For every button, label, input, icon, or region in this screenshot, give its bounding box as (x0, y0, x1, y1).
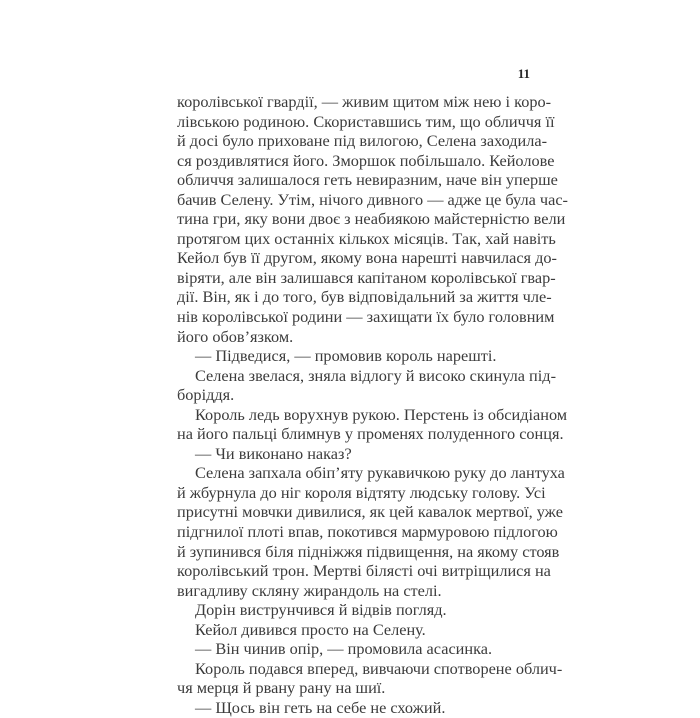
text-line: — Щось він геть на себе не схожий. (195, 697, 446, 717)
text-line: чя мерця й рвану рану на шиї. (177, 678, 386, 698)
page-number: 11 (517, 66, 530, 81)
text-line: боріддя. (177, 385, 235, 405)
text-line: королівський трон. Мертві білясті очі витріщилися на (177, 561, 551, 581)
text-line: — Він чинив опір, — промовила асасинка. (195, 639, 493, 659)
text-line: присутні мовчки дивилися, як цей кавалок мертвої, уже (177, 502, 563, 522)
text-line: тина гри, яку вони двоє з неабиякою майстерністю вели (177, 209, 566, 229)
text-line: лівською родиною. Скориставшись тим, що обличчя її (177, 111, 555, 131)
text-line: Кейол дивився просто на Селену. (195, 619, 426, 639)
text-line: протягом цих останніх кількох місяців. Так, хай навіть (177, 228, 556, 248)
text-line: — Чи виконано наказ? (195, 443, 352, 463)
text-line: дії. Він, як і до того, був відповідальний за життя чле- (177, 287, 552, 307)
text-line: й зупинився біля підніжжя підвищення, на якому стояв (177, 541, 560, 561)
text-line: королівської гвардії, — живим щитом між нею і коро- (177, 92, 552, 111)
text-line: обличчя залишалося геть невиразним, наче він уперше (177, 170, 558, 190)
text-line: ся роздивлятися його. Зморшок побільшало. Кейолове (177, 150, 555, 170)
text-line: нів королівської родини — захищати їх було головним (177, 307, 555, 327)
text-line: Дорін виструнчився й відвів погляд. (195, 600, 447, 620)
text-line: Король подався вперед, вивчаючи спотворене облич- (195, 658, 563, 678)
text-line: віряти, але він залишався капітаном королівської гвар- (177, 267, 556, 287)
text-line: вигадливу скляну жирандоль на стелі. (177, 580, 442, 600)
text-line: його обов’язком. (177, 326, 294, 346)
body-text (177, 92, 568, 718)
text-line: бачив Селену. Утім, нічого дивного — адже це була час- (177, 189, 568, 209)
text-line: Селена запхала обіп’яту рукавичкою руку до лантуха (195, 463, 565, 483)
text-line: на його пальці блимнув у променях полуденного сонця. (177, 424, 564, 444)
text-line: підгнилої плоті впав, покотився мармуровою підлогою (177, 522, 558, 542)
text-line: Кейол був її другом, якому вона нарешті навчилася до- (177, 248, 557, 268)
text-line: й жбурнула до ніг короля відтяту людську голову. Усі (177, 482, 546, 502)
text-line: й досі було приховане під вилогою, Селена заходила- (177, 131, 548, 151)
text-line: — Підведися, — промовив король нарешті. (195, 346, 497, 366)
text-line: Селена звелася, зняла відлогу й високо скинула під- (195, 365, 557, 385)
text-line: Король ледь ворухнув рукою. Перстень із обсидіаном (195, 404, 568, 424)
